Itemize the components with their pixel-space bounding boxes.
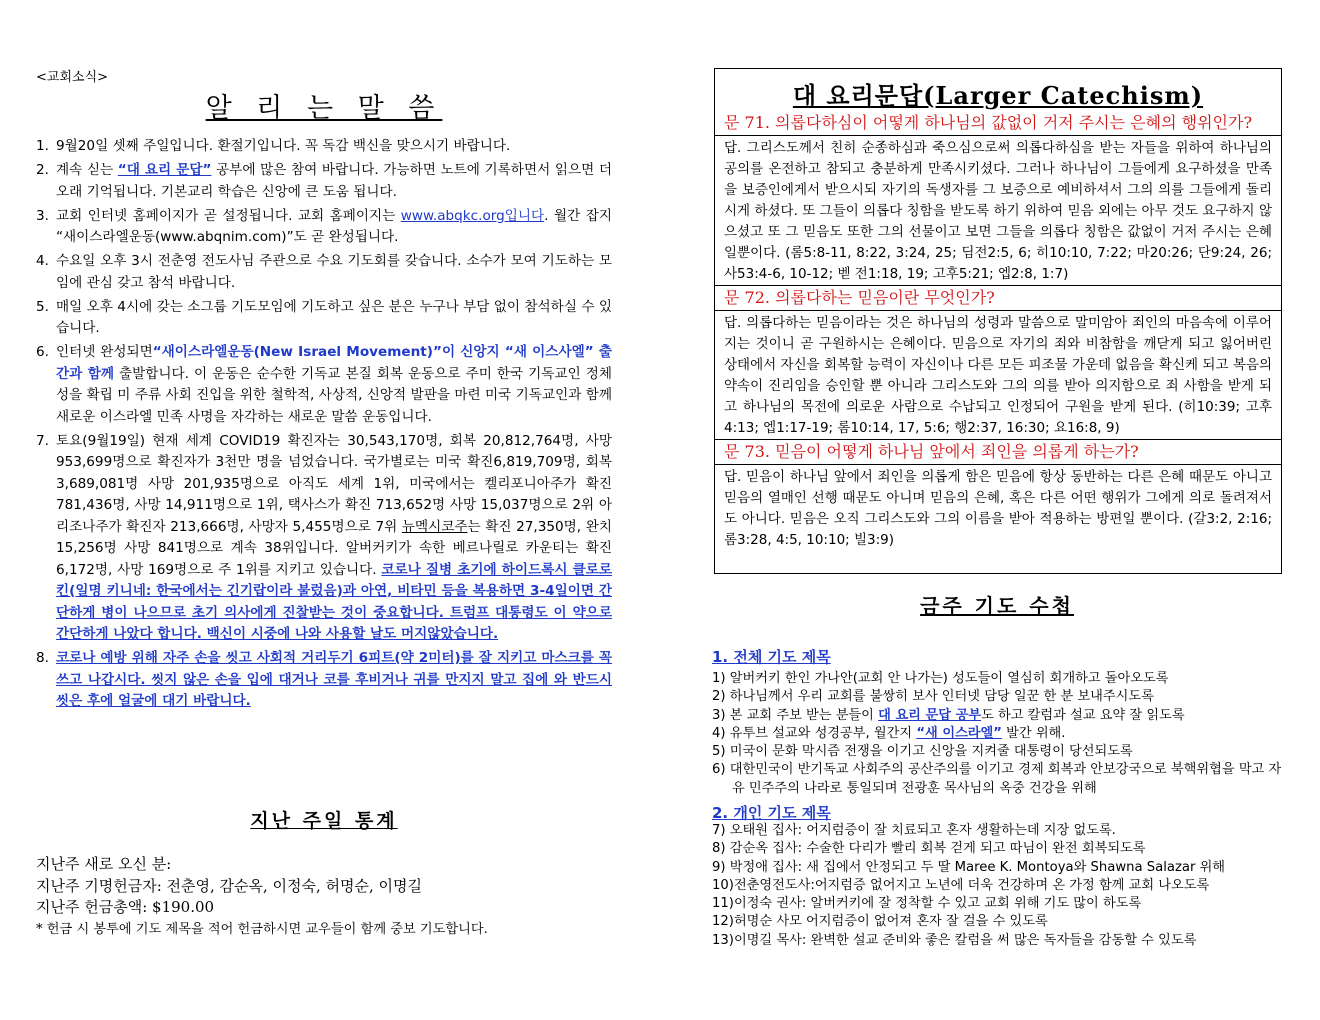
prayer-item: 11)이정숙 권사: 알버커키에 잘 정착할 수 있고 교회 위해 기도 많이 하도록 — [712, 896, 1142, 912]
catechism-qa — [715, 111, 1281, 551]
movement-highlight: “새이스라엘운동(New Israel Movement)”이 신앙지 “새 이스사엘” 출간과 함께 — [56, 344, 612, 382]
new-israel-highlight: “새 이스라엘” — [916, 725, 1002, 741]
sec1-title: 1. 전체 기도 제목 — [712, 648, 831, 666]
stats-title: 지난 주일 통계 — [250, 810, 398, 832]
prayer-item: 8) 감순옥 집사: 수술한 다리가 빨리 회복 걷게 되고 따님이 완전 회복되도록 — [712, 841, 1146, 857]
answer-72: 답. 의롭다하는 믿음이라는 것은 하나님의 성령과 말씀으로 말미암아 죄인의 마음속에 이루어지는 것이니 곧 구원하시는 은혜이다. 믿음으로 자기의 죄와 비참함을 깨닫게 되고 잃어버린 상태에서 자신을 회복할 능력이 자신이나 다른 모든 피조물 가운데 없음을 확신케 되고 복음의 약속이 진리임을 승인할 뿐 아니라 그리스도와 그의 의를 받아 의지함으로 죄 사함을 받게 되고 하나님의 목전에 의로운 사람으로 수납되고 인정되어 구원을 받게 된다. (히10:39; 고후4:13; 엡1:17-19; 롬10:14, 17, 5:6; 행2:37, 16:30; 요16:8, 9) — [724, 315, 1272, 436]
prayer-item: 7) 오태원 집사: 어지럼증이 잘 치료되고 혼자 생활하는데 지장 없도록. — [712, 823, 1116, 838]
page-title: 알 리 는 말 씀 — [205, 93, 443, 124]
covid-advice-highlight: 코로나 질병 초기에 하이드록시 클로로킨(일명 키니네: 한국에서는 긴기랍이라 불렀음)과 아연, 비타민 등을 복용하면 3-4일이면 간단하게 병이 나으므로 초기 의사에게 진찰받는 것이 중요합니다. 트럼프 대통령도 이 약으로 간단하게 나았다 합니다. 백신이 시중에 나와 사용할 날도 머지않았습니다. — [56, 561, 612, 642]
question-72: 문 72. 의롭다하는 믿음이란 무엇인가? — [715, 285, 1281, 311]
catechism-highlight: “대 요리 문답” — [117, 162, 212, 178]
notice-item: 5. 매일 오후 4시에 갖는 소그룹 기도모임에 기도하고 싶은 분은 누구나 부담 없이 참석하실 수 있습니다. — [36, 298, 612, 336]
prayer-item: 10)전춘영전도사:어지럼증 없어지고 노년에 더욱 건강하며 온 가정 함께 교회 나오도록 — [712, 877, 1210, 893]
notice-item: 6. 인터넷 완성되면“새이스라엘운동(New Israel Movement)”이 신앙지 “새 이스사엘” 출간과 함께 출발합니다. 이 운동은 순수한 기독교 본질 회복 운동으로 주미 한국 기독교인 정체성을 확립 미 주류 사회 진입을 위한 철학적, 사상적, 신앙적 발판을 마련 미국 기독교인과 함께 새로운 이스라엘 민족 사명을 자각하는 새로운 말씀 운동입니다. — [36, 344, 612, 425]
prayer-item: 5) 미국이 문화 막시즘 전쟁을 이기고 신앙을 지켜줄 대통령이 당선되도록 — [712, 744, 1133, 760]
prayer-item: 9) 박정애 집사: 새 집에서 안정되고 두 딸 Maree K. Montoya와 Shawna Salazar 위해 — [712, 859, 1226, 875]
answer-71: 답. 그리스도께서 친히 순종하심과 죽으심으로써 의롭다하심을 받는 자들을 위하여 하나님의 공의를 온전하고 참되고 충분하게 만족시키셨다. 그러나 하나님이 그들에게 요구하셨을 만족을 보증인에게서 받으시되 자기의 독생자를 그 보증으로 예비하셔서 그의 의를 그들에게 돌리시게 하셨다. 또 그들이 의롭다 칭함을 받도록 하기 위하여 믿음 외에는 아무 것도 요구하지 않으셨고 또 그 믿음도 또한 그의 선물이고 보면 그들을 의롭다 칭함은 값없이 거저 주시는 은혜일뿐이다. (롬5:8-11, 8:22, 3:24, 25; 딤전2:5, 6; 히10:10, 7:22; 마20:26; 단9:24, 26; 사53:4-6, 10-12; 벧 전1:18, 19; 고후5:21; 엡2:8, 1:7) — [724, 140, 1272, 282]
notice-item: 2. 계속 싣는 “대 요리 문답” 공부에 많은 참여 바랍니다. 가능하면 노트에 기록하면서 읽으면 더 오래 기억됩니다. 기본교리 학습은 신앙에 큰 도움 됩니다. — [36, 162, 612, 200]
offering-total: 지난주 헌금총액: $190.00 — [36, 898, 215, 916]
offering-note: * 헌금 시 봉투에 기도 제목을 적어 헌금하시면 교우들이 함께 중보 기도합니다. — [36, 921, 488, 937]
prayer-item: 12)허명순 사모 어지럼증이 없어져 혼자 잘 걸을 수 있도록 — [712, 914, 1048, 930]
prayer-item: 6) 대한민국이 반기독교 사회주의 공산주의를 이기고 경제 회복과 안보강국으로 북핵위협을 막고 자유 민주주의 나라로 통일되며 전광훈 목사님의 옥중 건강을 위해 — [712, 762, 1282, 796]
prayer-item: 13)이명길 목사: 완벽한 설교 준비와 좋은 칼럼을 써 많은 독자들을 감동할 수 있도록 — [712, 932, 1197, 948]
prayer-item: 1) 알버커키 한인 가나안(교회 안 나가는) 성도들이 열심히 회개하고 돌아오도록 — [712, 671, 1169, 686]
prayer-item: 2) 하나님께서 우리 교회를 불쌍히 보사 인터넷 담당 일꾼 한 분 보내주시도록 — [712, 689, 1154, 705]
notice-item: 8. 코로나 예방 위해 자주 손을 씻고 사회적 거리두기 6피트(약 2미터)를 잘 지키고 마스크를 꼭 쓰고 나갑시다. 씻지 않은 손을 입에 대거나 코를 후비거나 귀를 만지지 말고 집에 와 반드시 씻은 후에 얼굴에 대기 바랍니다. — [36, 650, 612, 709]
catechism-study-highlight: 대 요리 문답 공부 — [878, 707, 982, 723]
question-71: 문 71. 의롭다하심이 어떻게 하나님의 값없이 거저 주시는 은혜의 행위인가? — [715, 111, 1281, 136]
new-mexico-underline: 뉴멕시코주 — [401, 518, 468, 535]
question-73: 문 73. 믿음이 어떻게 하나님 앞에서 죄인을 의롭게 하는가? — [715, 439, 1281, 465]
notice-item: 4. 수요일 오후 3시 전춘영 전도사님 주관으로 수요 기도회를 갖습니다. 소수가 모여 기도하는 모임에 관심 갖고 참석 바랍니다. — [36, 253, 612, 291]
prayer-title: 금주 기도 수첩 — [920, 594, 1074, 618]
notice-list — [36, 136, 612, 715]
sec1-list — [712, 670, 1288, 798]
prayer-item: 4) 유투브 설교와 성경공부, 월간지 “새 이스라엘” 발간 위해. — [712, 725, 1066, 741]
answer-73: 답. 믿음이 하나님 앞에서 죄인을 의롭게 함은 믿음에 항상 동반하는 다른 은혜 때문도 아니고 믿음의 열매인 선행 때문도 아니며 믿음의 은혜, 혹은 다른 어떤 행위가 그에게 의로 돌려져서도 아니다. 믿음은 오직 그리스도와 그의 이름을 받아 적용하는 방편일 뿐이다. (갈3:2, 2:16; 롬3:28, 4:5, 10:10; 빌3:9) — [724, 469, 1272, 548]
notice-item: 7. 토요(9월19일) 현재 세계 COVID19 확진자는 30,543,170명, 회복 20,812,764명, 사망 953,699명으로 확진자가 3천만 명을 넘었습니다. 국가별로는 미국 확진6,819,709명, 회복 3,689,081명 사망 201,935명으로 아직도 세계 1위, 미국에서는 켈리포니아주가 확진 781,436명, 사망 14,911명으로 1위, 택사스가 확진 713,652명 사망 15,037명으로 2위 아리조나주가 확진자 213,666명, 사망자 5,455명으로 7위 뉴멕시코주는 확진 27,350명, 완치 15,256명 사망 841명으로 계속 38위입니다. 알버커키가 속한 베르나릴로 카운티는 확진 6,172명, 사망 169명으로 주 1위를 지키고 있습니다. 코로나 질병 초기에 하이드록시 클로로킨(일명 키니네: 한국에서는 긴기랍이라 불렀음)과 아연, 비타민 등을 복용하면 3-4일이면 간단하게 병이 나으므로 초기 의사에게 진찰받는 것이 중요합니다. 트럼프 대통령도 이 약으로 간단하게 나았다 합니다. 백신이 시중에 나와 사용할 날도 머지않았습니다. — [36, 432, 612, 642]
prevention-highlight: 코로나 예방 위해 자주 손을 씻고 사회적 거리두기 6피트(약 2미터)를 잘 지키고 마스크를 꼭 쓰고 나갑시다. 씻지 않은 손을 입에 대거나 코를 후비거나 귀를 만지지 말고 집에 와 반드시 씻은 후에 얼굴에 대기 바랍니다. — [56, 650, 612, 709]
prayer-item: 3) 본 교회 주보 받는 분들이 대 요리 문답 공부도 하고 칼럼과 설교 요약 잘 읽도록 — [712, 707, 1185, 723]
stats-block — [36, 854, 488, 940]
church-news-tag: <교회소식> — [36, 70, 109, 85]
new-visitors: 지난주 새로 오신 분: — [36, 855, 172, 873]
catechism-box — [714, 68, 1282, 574]
sec2-list — [712, 822, 1288, 950]
notice-item: 1. 9월20일 셋째 주일입니다. 환절기입니다. 꼭 독감 백신을 맞으시기 바랍니다. — [36, 138, 511, 154]
catechism-title: 대 요리문답(Larger Catechism) — [792, 81, 1204, 110]
sec2-title: 2. 개인 기도 제목 — [712, 804, 831, 822]
notice-item: 3. 교회 인터넷 홈페이지가 곧 설정됩니다. 교회 홈페이지는 www.abqkc.org입니다. 월간 잡지 “새이스라엘운동(www.abqnim.com)”도 곧 완성됩니다. — [36, 207, 613, 245]
homepage-link[interactable]: www.abqkc.org입니다 — [400, 207, 545, 224]
named-donors: 지난주 기명헌금자: 전춘영, 감순옥, 이정숙, 허명순, 이명길 — [36, 876, 423, 895]
